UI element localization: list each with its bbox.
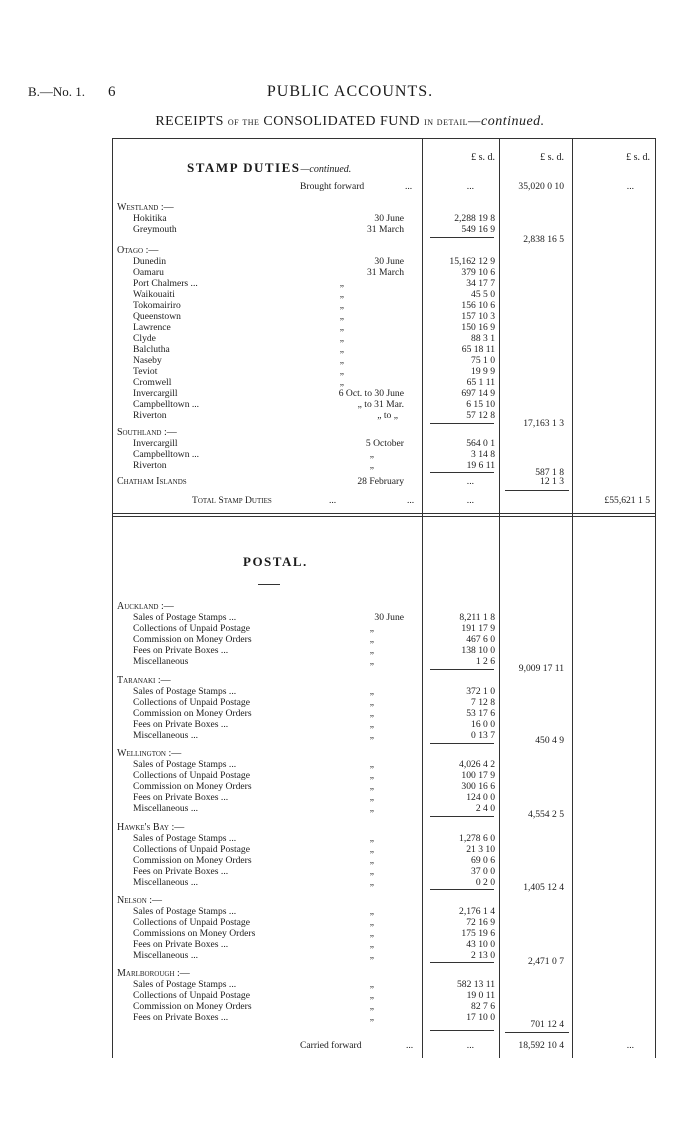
subtitle-receipts: RECEIPTS: [155, 114, 224, 129]
row-label: Collections of Unpaid Postage: [133, 844, 250, 855]
row-date: „: [369, 719, 374, 730]
row-amount: 4,026 4 2: [459, 759, 495, 770]
row-date: 6 Oct. to 30 June: [338, 388, 404, 399]
row-amount: 697 14 9: [461, 388, 495, 399]
wellington-total-row: [0, 809, 700, 821]
row-label: Fees on Private Boxes ...: [133, 939, 229, 950]
row-amount: 65 18 11: [461, 344, 495, 355]
auckland-total: 9,009 17 11: [518, 663, 564, 674]
row-amount: 100 17 9: [461, 770, 495, 781]
nelson-label: Nelson :—: [117, 895, 163, 906]
row-amount: 17 10 0: [466, 1012, 495, 1023]
row-amount: 19 6 11: [466, 460, 495, 471]
otago-total: 17,163 1 3: [523, 418, 564, 429]
bf-col1: ...: [466, 181, 474, 192]
row-amount: 300 16 6: [461, 781, 495, 792]
row-amount: 138 10 0: [461, 645, 495, 656]
row-amount: 0 2 0: [475, 877, 495, 888]
row-label: Greymouth: [133, 224, 177, 235]
row-amount: 2,176 1 4: [459, 906, 495, 917]
row-date: „: [369, 770, 374, 781]
row-date: „: [339, 344, 344, 355]
subtitle-fund: CONSOLIDATED FUND: [263, 114, 421, 129]
chatham-amount: 12 1 3: [540, 476, 564, 487]
wellington-label: Wellington :—: [117, 748, 182, 759]
wellington-total: 4,554 2 5: [528, 809, 564, 820]
row-date: „: [369, 979, 374, 990]
auckland-total-row: [0, 663, 700, 675]
subtitle-of-the: of the: [227, 116, 260, 128]
row-date: „: [339, 278, 344, 289]
table-mid-rule-2: [112, 516, 656, 517]
row-label: Port Chalmers ...: [133, 278, 198, 289]
row-label: Tokomairiro: [133, 300, 181, 311]
row-date: „: [339, 333, 344, 344]
row-amount: 37 0 0: [471, 866, 495, 877]
subtitle-continued: —continued.: [468, 114, 545, 129]
row-label: Fees on Private Boxes ...: [133, 866, 229, 877]
row-date: „: [369, 730, 374, 741]
row-amount: 372 1 0: [466, 686, 495, 697]
row-date: „: [369, 855, 374, 866]
row-date: „: [369, 792, 374, 803]
total-dots: ...: [329, 495, 337, 506]
row-date: „: [369, 928, 374, 939]
row-label: Collections of Unpaid Postage: [133, 770, 250, 781]
taranaki-total-row: [0, 735, 700, 747]
row-date: „: [339, 355, 344, 366]
row-amount: 72 16 9: [466, 917, 495, 928]
row-amount: 15,162 12 9: [449, 256, 495, 267]
bf-col2: 35,020 0 10: [518, 181, 564, 192]
row-amount: 65 1 11: [466, 377, 495, 388]
hawkes-bay-label: Hawke's Bay :—: [117, 822, 185, 833]
row-amount: 157 10 3: [461, 311, 495, 322]
row-label: Balclutha: [133, 344, 170, 355]
row-date: 30 June: [374, 256, 404, 267]
westland-total: 2,838 16 5: [523, 234, 564, 245]
stamp-title-text: STAMP DUTIES: [187, 160, 301, 175]
row-label: Fees on Private Boxes ...: [133, 645, 229, 656]
row-amount: 82 7 6: [471, 1001, 495, 1012]
row-date: „: [369, 844, 374, 855]
cf-col3: ...: [626, 1040, 634, 1051]
row-amount: 175 19 6: [461, 928, 495, 939]
chatham-row: [0, 476, 700, 488]
nelson-total: 2,471 0 7: [528, 956, 564, 967]
col1-heading: £ s. d.: [471, 152, 495, 163]
row-date: „: [369, 1012, 374, 1023]
chatham-col1: ...: [466, 476, 474, 487]
row-date: „: [369, 990, 374, 1001]
auckland-label: Auckland :—: [117, 601, 174, 612]
row-amount: 8,211 1 8: [459, 612, 495, 623]
row-amount: 191 17 9: [461, 623, 495, 634]
marlborough-label: Marlborough :—: [117, 968, 190, 979]
page-number: 6: [108, 84, 116, 100]
westland-label: Westland :—: [117, 202, 174, 213]
row-amount: 150 16 9: [461, 322, 495, 333]
row-amount: 88 3 1: [471, 333, 495, 344]
postal-title: POSTAL.: [243, 554, 308, 569]
row-date: „: [369, 759, 374, 770]
row-amount: 53 17 6: [466, 708, 495, 719]
total-stamp-label: Total Stamp Duties: [192, 495, 272, 506]
row-label: Hokitika: [133, 213, 167, 224]
row-date: 5 October: [365, 438, 404, 449]
row-amount: 1,278 6 0: [459, 833, 495, 844]
row-label: Sales of Postage Stamps ...: [133, 612, 237, 623]
row-date: „: [369, 645, 374, 656]
row-date: „: [369, 449, 374, 460]
row-amount: 1 2 6: [475, 656, 495, 667]
row-date: 31 March: [366, 224, 404, 235]
taranaki-total: 450 4 9: [535, 735, 564, 746]
row-label: Collections of Unpaid Postage: [133, 917, 250, 928]
row-label: Sales of Postage Stamps ...: [133, 686, 237, 697]
row-date: „: [369, 877, 374, 888]
total-dots: ...: [407, 495, 415, 506]
row-label: Miscellaneous ...: [133, 877, 199, 888]
row-label: Sales of Postage Stamps ...: [133, 759, 237, 770]
row-label: Miscellaneous ...: [133, 950, 199, 961]
row-label: Teviot: [133, 366, 158, 377]
row-date: „ to 31 Mar.: [357, 399, 404, 410]
table-subtitle: [0, 114, 700, 130]
row-label: Campbelltown ...: [133, 449, 200, 460]
row-label: Collections of Unpaid Postage: [133, 623, 250, 634]
cf-col2: 18,592 10 4: [518, 1040, 564, 1051]
row-date: „: [339, 311, 344, 322]
row-date: „: [369, 623, 374, 634]
row-amount: 2 4 0: [475, 803, 495, 814]
row-label: Commission on Money Orders: [133, 855, 252, 866]
row-label: Invercargill: [133, 438, 178, 449]
row-label: Miscellaneous ...: [133, 803, 199, 814]
stamp-duties-title: [187, 160, 351, 176]
row-label: Sales of Postage Stamps ...: [133, 979, 237, 990]
row-label: Commission on Money Orders: [133, 1001, 252, 1012]
row-date: „: [369, 697, 374, 708]
row-date: „: [339, 289, 344, 300]
otago-label: Otago :—: [117, 245, 159, 256]
row-label: Fees on Private Boxes ...: [133, 1012, 229, 1023]
row-label: Commission on Money Orders: [133, 708, 252, 719]
row-amount: 467 6 0: [466, 634, 495, 645]
marlborough-total-row: [0, 1019, 700, 1031]
chatham-label: Chatham Islands: [117, 476, 187, 487]
row-date: „: [369, 803, 374, 814]
row-label: Naseby: [133, 355, 162, 366]
row-date: „: [369, 1001, 374, 1012]
col3-heading: £ s. d.: [626, 152, 650, 163]
row-date: „: [369, 950, 374, 961]
row-amount: 564 0 1: [466, 438, 495, 449]
row-amount: 0 13 7: [471, 730, 495, 741]
row-label: Commissions on Money Orders: [133, 928, 256, 939]
row-label: Commission on Money Orders: [133, 781, 252, 792]
row-date: „: [369, 906, 374, 917]
row-label: Collections of Unpaid Postage: [133, 990, 250, 1001]
row-amount: 379 10 6: [461, 267, 495, 278]
row-amount: 2 13 0: [471, 950, 495, 961]
row-label: Commission on Money Orders: [133, 634, 252, 645]
row-label: Miscellaneous ...: [133, 730, 199, 741]
row-amount: 6 15 10: [466, 399, 495, 410]
southland-label: Southland :—: [117, 427, 177, 438]
total-stamp-row: [0, 495, 700, 507]
row-date: „: [369, 708, 374, 719]
carried-forward-label: Carried forward: [300, 1040, 362, 1051]
row-amount: 3 14 8: [471, 449, 495, 460]
row-date: „ to „: [377, 410, 398, 421]
row-label: Queenstown: [133, 311, 181, 322]
carried-forward-row: [0, 1040, 700, 1052]
bf-col3: ...: [626, 181, 634, 192]
brought-forward-row: [0, 181, 700, 193]
row-date: „: [369, 866, 374, 877]
marlborough-total: 701 12 4: [530, 1019, 564, 1030]
stamp-title-cont: —continued.: [300, 164, 352, 175]
subtotal-rule: [505, 1032, 569, 1033]
row-amount: 21 3 10: [466, 844, 495, 855]
col2-heading: £ s. d.: [540, 152, 564, 163]
row-amount: 582 13 11: [456, 979, 495, 990]
row-date: 28 February: [357, 476, 404, 487]
row-amount: 69 0 6: [471, 855, 495, 866]
row-label: Fees on Private Boxes ...: [133, 792, 229, 803]
subtitle-in-detail: in detail: [424, 116, 469, 128]
row-date: „: [339, 322, 344, 333]
row-date: „: [339, 377, 344, 388]
row-amount: 34 17 7: [466, 278, 495, 289]
row-label: Cromwell: [133, 377, 172, 388]
row-label: Waikouaiti: [133, 289, 175, 300]
row-label: Oamaru: [133, 267, 164, 278]
row-label: Collections of Unpaid Postage: [133, 697, 250, 708]
row-amount: 7 12 8: [471, 697, 495, 708]
cf-col1: ...: [466, 1040, 474, 1051]
row-date: „: [369, 917, 374, 928]
row-amount: 124 0 0: [466, 792, 495, 803]
postal-title-rule: [258, 584, 280, 585]
document-ref: B.—No. 1.: [28, 84, 86, 99]
row-date: „: [339, 300, 344, 311]
row-date: „: [369, 833, 374, 844]
row-date: 31 March: [366, 267, 404, 278]
page-title: PUBLIC ACCOUNTS.: [266, 83, 434, 100]
row-amount: 19 9 9: [471, 366, 495, 377]
row-label: Clyde: [133, 333, 156, 344]
table-mid-rule: [112, 513, 656, 514]
brought-forward-dots: ...: [405, 181, 413, 192]
taranaki-label: Taranaki :—: [117, 675, 171, 686]
row-date: 30 June: [374, 612, 404, 623]
row-amount: 549 16 9: [461, 224, 495, 235]
subtotal-rule: [430, 1030, 494, 1031]
table-top-rule: [112, 138, 656, 139]
row-amount: 57 12 8: [466, 410, 495, 421]
row-amount: 16 0 0: [471, 719, 495, 730]
row-date: „: [369, 939, 374, 950]
carried-forward-dots: ...: [406, 1040, 414, 1051]
row-amount: 75 1 0: [471, 355, 495, 366]
total-stamp-amount: £55,621 1 5: [604, 495, 650, 506]
row-date: „: [339, 366, 344, 377]
row-label: Miscellaneous: [133, 656, 189, 667]
row-date: „: [369, 686, 374, 697]
row-label: Campbelltown ...: [133, 399, 200, 410]
row-label: Dunedin: [133, 256, 167, 267]
row-label: Fees on Private Boxes ...: [133, 719, 229, 730]
nelson-total-row: [0, 956, 700, 968]
row-amount: 2,288 19 8: [454, 213, 495, 224]
hawkes-bay-total: 1,405 12 4: [523, 882, 564, 893]
row-date: „: [369, 460, 374, 471]
row-label: Sales of Postage Stamps ...: [133, 906, 237, 917]
row-date: „: [369, 781, 374, 792]
row-amount: 156 10 6: [461, 300, 495, 311]
total-col1: ...: [466, 495, 474, 506]
row-label: Riverton: [133, 410, 167, 421]
southland-total: 587 1 8: [535, 467, 564, 478]
row-label: Lawrence: [133, 322, 171, 333]
row-amount: 45 5 0: [471, 289, 495, 300]
row-amount: 19 0 11: [466, 990, 495, 1001]
total-rule: [505, 490, 569, 491]
brought-forward-label: Brought forward: [300, 181, 365, 192]
row-label: Sales of Postage Stamps ...: [133, 833, 237, 844]
hawkes-total-row: [0, 882, 700, 894]
row-date: „: [369, 634, 374, 645]
row-amount: 43 10 0: [466, 939, 495, 950]
row-label: Invercargill: [133, 388, 178, 399]
row-date: „: [369, 656, 374, 667]
row-date: 30 June: [374, 213, 404, 224]
row-label: Riverton: [133, 460, 167, 471]
